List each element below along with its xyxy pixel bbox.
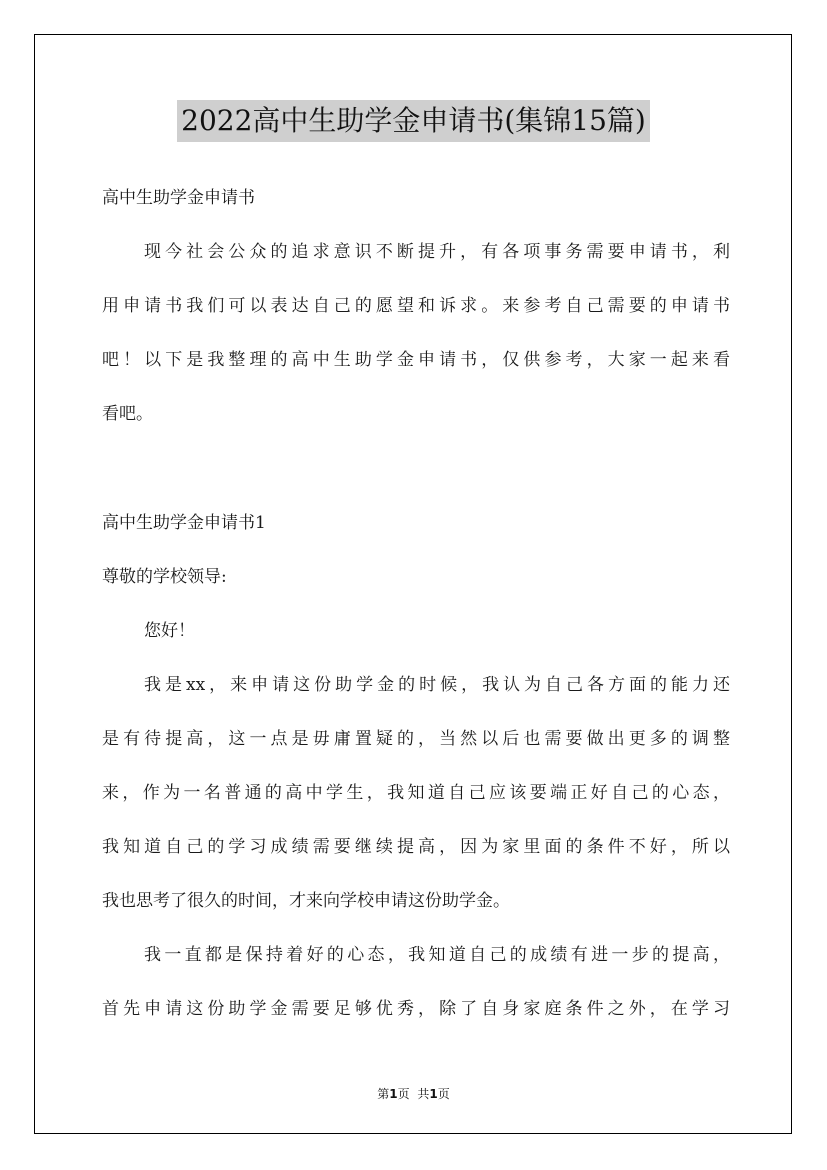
paragraph-line: 我是xx，来申请这份助学金的时候，我认为自己各方面的能力还 [144,675,730,695]
paragraph-line: 吧！以下是我整理的高中生助学金申请书，仅供参考，大家一起来看 [102,350,730,370]
section-heading: 高中生助学金申请书1 [102,513,266,533]
section-heading: 高中生助学金申请书 [102,188,255,208]
total-prefix: 共 [417,1087,430,1101]
paragraph-line: 用申请书我们可以表达自己的愿望和诉求。来参考自己需要的申请书 [102,296,730,316]
page-prefix: 第 [377,1087,390,1101]
paragraph-line: 我也思考了很久的时间，才来向学校申请这份助学金。 [102,891,510,911]
total-pages: 1 [429,1087,438,1101]
document-title [0,100,827,142]
paragraph-line: 现今社会公众的追求意识不断提升，有各项事务需要申请书，利 [144,242,730,262]
page-suffix: 页 [397,1087,410,1101]
paragraph-line: 我一直都是保持着好的心态，我知道自己的成绩有进一步的提高， [144,945,730,965]
total-suffix: 页 [437,1087,450,1101]
page-footer [0,1085,827,1102]
greeting: 您好！ [144,621,195,641]
paragraph-line: 是有待提高，这一点是毋庸置疑的，当然以后也需要做出更多的调整 [102,729,730,749]
paragraph-line: 首先申请这份助学金需要足够优秀，除了自身家庭条件之外，在学习 [102,999,730,1019]
paragraph-line: 看吧。 [102,404,153,424]
paragraph-line: 我知道自己的学习成绩需要继续提高，因为家里面的条件不好，所以 [102,837,730,857]
page-number: 1 [389,1087,398,1101]
document-title-text: 2022高中生助学金申请书(集锦15篇) [177,100,650,142]
paragraph-line: 来，作为一名普通的高中学生，我知道自己应该要端正好自己的心态， [102,783,730,803]
salutation: 尊敬的学校领导: [102,567,227,587]
